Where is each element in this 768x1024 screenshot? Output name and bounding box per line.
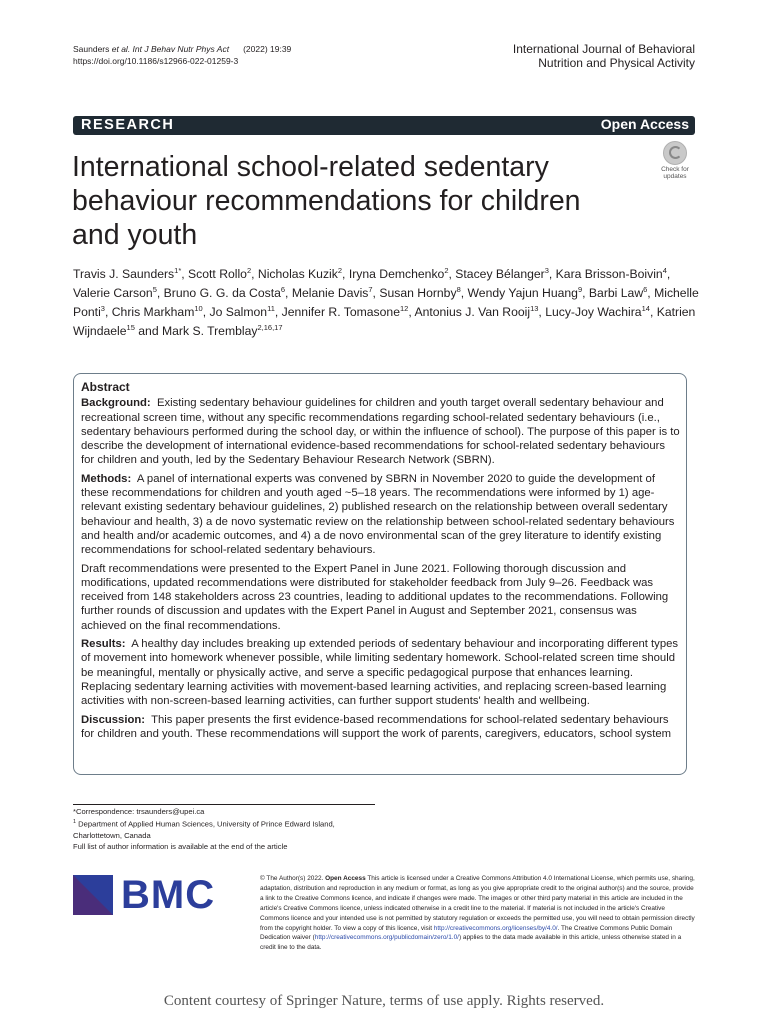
author-affiliation: 1* (174, 266, 182, 275)
author-affiliation: 10 (194, 304, 203, 313)
footnotes (73, 806, 373, 853)
author-affiliation: 12 (399, 304, 409, 313)
author-affiliation: 4 (662, 266, 667, 275)
author-name[interactable]: Chris Markham$^{10}$ (111, 304, 203, 319)
author-affiliation: 2 (246, 266, 252, 275)
abstract-box (73, 373, 687, 775)
open-access-label: Open Access (600, 116, 689, 132)
bmc-logo-icon (73, 875, 115, 915)
abstract-results: Results: A healthy day includes breaking up extended periods of sedentary behaviour and incorporating different types of movement into homework whenever possible, while limiting sedentary homework. School-related screen time should be meaningful, mentally or physically active, and serve a specific pedagogical purpose that enhances learning. Replacing sedentary learning activities with movement-based learning activities, and replacing screen-based learning activities with non-screen-based learning activities, can further support students' health and wellbeing. (81, 638, 679, 708)
journal-name: International Journal of Behavioral Nutrition and Physical Activity (512, 42, 695, 70)
doi-link[interactable]: https://doi.org/10.1186/s12966-022-01259-3 (73, 56, 239, 66)
author-affiliation: 11 (267, 304, 275, 313)
author-name[interactable]: Wendy Yajun Huang$^9$ (467, 285, 583, 300)
author-affiliation: 6 (280, 285, 286, 294)
section-banner (73, 116, 695, 135)
author-name[interactable]: Bruno G. G. da Costa$^6$ (163, 285, 286, 300)
author-affiliation: 15 (126, 323, 135, 332)
author-affiliation: 2 (444, 266, 449, 275)
author-name[interactable]: Antonius J. Van Rooij$^{13}$ (414, 304, 539, 319)
citation-year: (2022) 19:39 (243, 44, 292, 54)
author-affiliation: 9 (577, 285, 583, 294)
author-name[interactable]: Kara Brisson-Boivin$^4$ (555, 266, 667, 281)
author-name[interactable]: Michelle Ponti$^3$ (73, 286, 699, 319)
footnote-divider (73, 804, 375, 805)
running-header (73, 43, 291, 67)
author-affiliation: 2,16,17 (257, 323, 283, 332)
affiliation-footnote: $^1$ Department of Applied Human Sciences, University of Prince Edward Island, Charlottetown, Canada (73, 819, 335, 841)
author-affiliation: 3 (100, 304, 105, 313)
abstract-methods-continued: Draft recommendations were presented to the Expert Panel in June 2021. Following thorough discussion and modifications, updated recommendations were distributed for stakeholder feedback from July 9–26. Feedback was received from 148 stakeholders across 23 countries, leading to additional updates to the recommendations. Following further rounds of discussion and updates with the Expert Panel in August and September 2021, consensus was achieved on the final recommendations. (81, 562, 669, 632)
author-name[interactable]: Katrien Wijndaele$^{15}$ (73, 305, 696, 338)
author-name[interactable]: Melanie Davis$^7$ (291, 285, 373, 300)
author-name[interactable]: Jo Salmon$^{11}$ (209, 304, 275, 319)
author-affiliation: 8 (456, 285, 461, 294)
author-name[interactable]: Barbi Law$^6$ (588, 285, 648, 300)
author-name[interactable]: Mark S. Tremblay$^{2,16,17}$ (161, 323, 283, 338)
author-name[interactable]: Stacey Bélanger$^3$ (455, 266, 549, 281)
author-list: Travis J. Saunders$^{1*}$, Scott Rollo$^2$, Nicholas Kuzik$^2$, Iryna Demchenko$^2$, Stacey Bélanger$^3$, Kara Brisson-Boivin$^4$, Valerie Carson$^5$, Bruno G. G. da Costa$^6$, Melanie Davis$^7$, Susan Hornby$^8$, Wendy Yajun Huang$^9$, Barbi Law$^6$, Michelle Ponti$^3$, Chris Markham$^{10}$, Jo Salmon$^{11}$, Jennifer R. Tomasone$^{12}$, Antonius J. Van Rooij$^{13}$, Lucy-Joy Wachira$^{14}$, Katrien Wijndaele$^{15}$ and Mark S. Tremblay$^{2,16,17}$ (73, 266, 699, 338)
author-affiliation: 2 (337, 266, 343, 275)
bmc-logo-text: BMC (121, 873, 216, 917)
author-affiliation: 6 (643, 285, 648, 294)
author-affiliation: 7 (368, 285, 373, 294)
author-name[interactable]: Valerie Carson$^5$ (73, 285, 157, 300)
author-name[interactable]: Travis J. Saunders$^{1*}$ (73, 266, 182, 281)
abstract-discussion: Discussion: This paper presents the first evidence-based recommendations for school-related sedentary behaviours for children and youth. These recommendations will support the work of parents, caregivers, educators, school system (81, 713, 672, 740)
section-label: RESEARCH (81, 117, 175, 133)
correspondence-email[interactable]: *Correspondence: trsaunders@upei.ca (73, 807, 205, 816)
author-name[interactable]: Iryna Demchenko$^2$ (348, 266, 449, 281)
abstract-methods: Methods: A panel of international experts was convened by SBRN in November 2020 to guide the development of these recommendations for children and youth aged ~5–18 years. The recommendations were informed by 1) age-relevant existing sedentary behaviour guidelines, 2) published research on the relationship between overall sedentary behaviour and health, 3) a de novo systematic review on the relationship between school-related sedentary behaviours and health and/or academic outcomes, and 4) a de novo environmental scan of the grey literature to identify existing recommendations for school-related sedentary behaviours. (81, 472, 675, 557)
author-name[interactable]: Jennifer R. Tomasone$^{12}$ (281, 304, 409, 319)
check-for-updates-button[interactable]: Check for updates (655, 141, 695, 181)
check-updates-icon (663, 141, 687, 165)
author-name[interactable]: Lucy-Joy Wachira$^{14}$ (545, 304, 650, 319)
author-affiliation: 13 (530, 304, 539, 313)
author-name[interactable]: Nicholas Kuzik$^2$ (257, 266, 343, 281)
cc-by-license-link[interactable]: http://creativecommons.org/licenses/by/4.0/ (433, 924, 558, 932)
abstract-background: Background: Existing sedentary behaviour guidelines for children and youth target overall sedentary behaviour and recreational screen time, without any specific recommendations regarding school-related sedentary behaviours (i.e., sedentary behaviours performed during the school day, or within the influence of school). The purpose of this paper is to describe the development of international evidence-based recommendations for school-related sedentary behaviours for children and youth, led by the Sedentary Behaviour Research Network (SBRN). (81, 397, 680, 467)
author-info-note: Full list of author information is available at the end of the article (73, 842, 288, 852)
author-affiliation: 5 (152, 285, 157, 294)
citation: Saunders et al. Int J Behav Nutr Phys Act (2022) 19:39 (73, 44, 292, 54)
author-affiliation: 14 (641, 304, 650, 313)
author-affiliation: 3 (544, 266, 549, 275)
courtesy-notice: Content courtesy of Springer Nature, terms of use apply. Rights reserved. (163, 993, 605, 1009)
bmc-logo (73, 875, 215, 915)
abstract-heading: Abstract (81, 380, 130, 394)
author-name[interactable]: Scott Rollo$^2$ (188, 266, 252, 281)
article-title: International school-related sedentary behaviour recommendations for children and youth (72, 151, 581, 251)
cc-zero-waiver-link[interactable]: http://creativecommons.org/publicdomain/zero/1.0/ (314, 934, 459, 942)
author-name[interactable]: Susan Hornby$^8$ (379, 285, 461, 300)
license-statement: © The Author(s) 2022. Open Access This article is licensed under a Creative Commons Attribution 4.0 International License, which permits use, sharing, adaptation, distribution and reproduction in any medium or format, as long as you give appropriate credit to the original author(s) and the source, provide a link to the Creative Commons licence, and indicate if changes were made. The images or other third party material in this article are included in the article's Creative Commons licence, unless indicated otherwise in a credit line to the material. If material is not included in the article's Creative Commons licence and your intended use is not permitted by statutory regulation or exceeds the permitted use, you will need to obtain permission directly from the copyright holder. To view a copy of this licence, visit http://creativecommons.org/licenses/by/4.0/. The Creative Commons Public Domain Dedication waiver (http://creativecommons.org/publicdomain/zero/1.0/) applies to the data made available in this article, unless otherwise stated in a credit line to the data. (260, 875, 695, 952)
